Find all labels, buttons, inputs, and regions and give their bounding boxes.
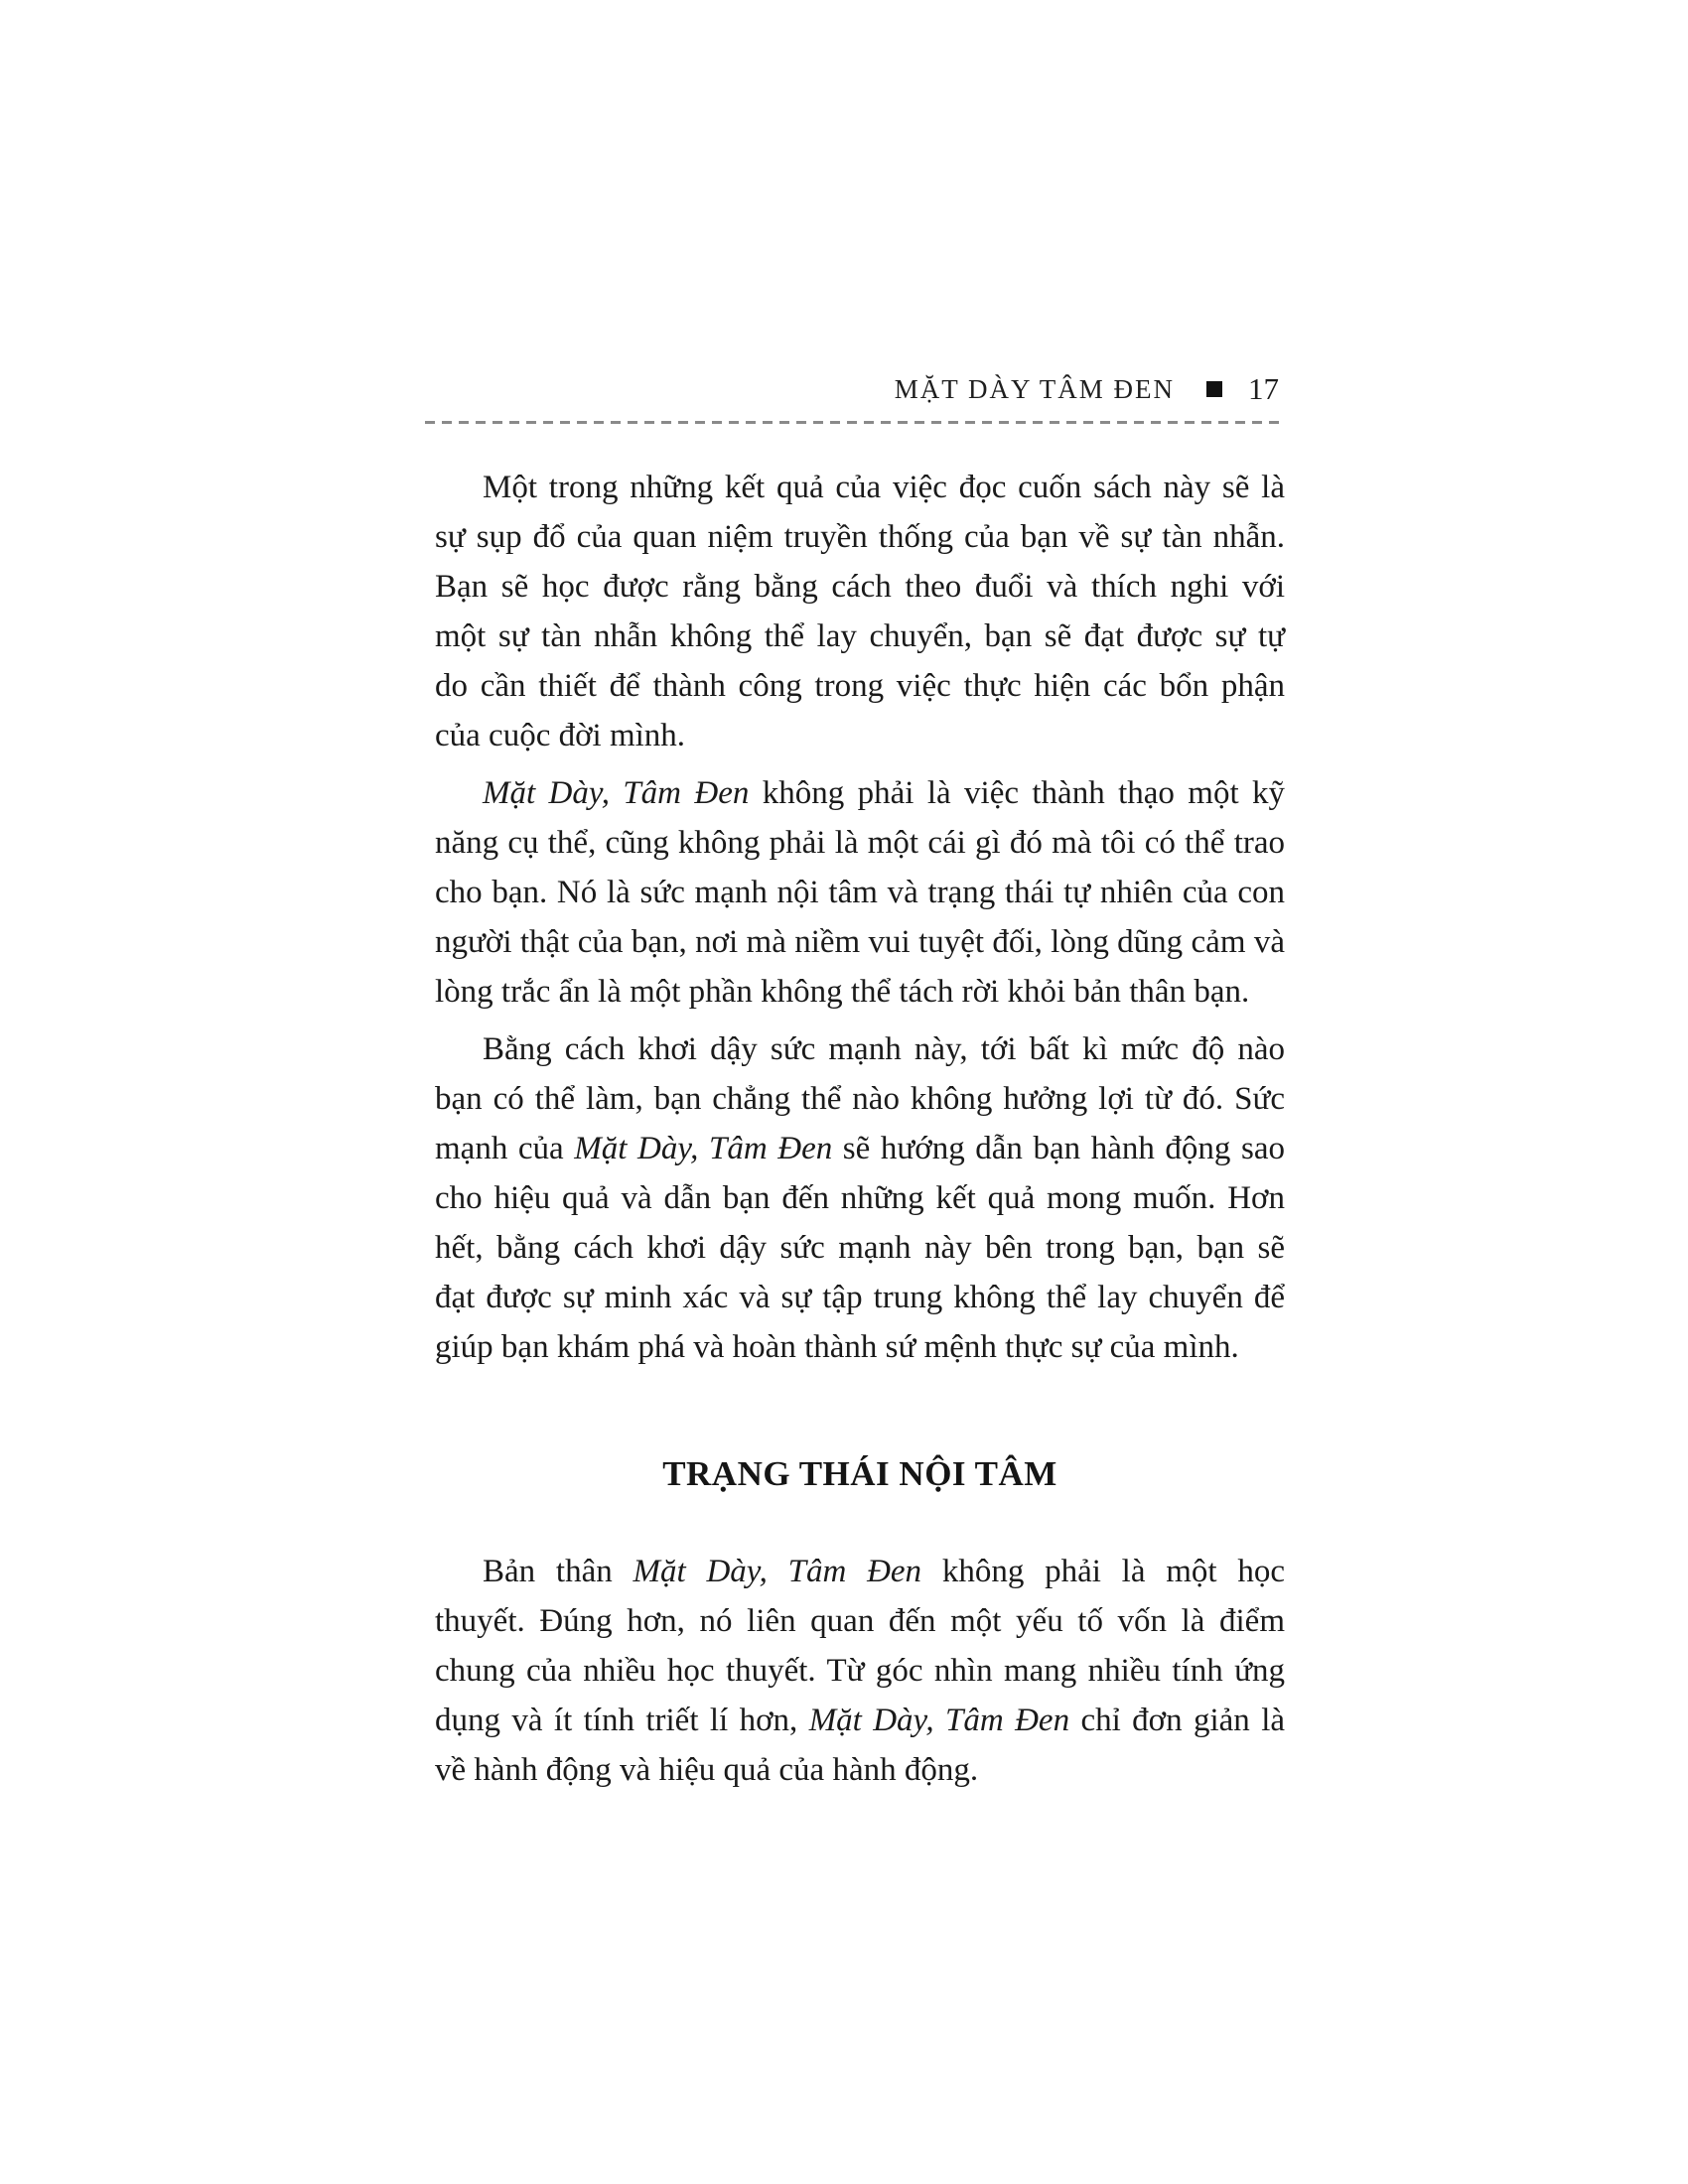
text-line xyxy=(435,1696,1285,1745)
text-line xyxy=(435,1173,1285,1223)
text-run: cho hiệu quả và dẫn bạn đến những kết quả mong muốn. Hơn xyxy=(435,1180,1285,1216)
text-line xyxy=(435,967,1285,1017)
text-run: do cần thiết để thành công trong việc thực hiện các bổn phận xyxy=(435,668,1285,704)
text-run: sẽ hướng dẫn bạn hành động sao xyxy=(832,1131,1285,1166)
text-line xyxy=(435,917,1285,967)
paragraph xyxy=(435,1547,1285,1795)
text-line xyxy=(435,562,1285,612)
text-line xyxy=(435,612,1285,661)
text-line xyxy=(435,1547,1285,1596)
text-run: mạnh của xyxy=(435,1131,575,1166)
text-run: thuyết. Đúng hơn, nó liên quan đến một yếu tố vốn là điểm xyxy=(435,1603,1285,1639)
text-line xyxy=(435,463,1285,512)
text-line xyxy=(435,1646,1285,1696)
text-run: Một trong những kết quả của việc đọc cuốn sách này sẽ là xyxy=(483,470,1285,505)
paragraph xyxy=(435,1024,1285,1372)
text-run: lòng trắc ẩn là một phần không thể tách rời khỏi bản thân bạn. xyxy=(435,974,1250,1010)
text-run: của cuộc đời mình. xyxy=(435,718,686,753)
text-line xyxy=(435,1745,1285,1795)
text-run: không phải là một học xyxy=(921,1554,1285,1589)
text-line xyxy=(435,1024,1285,1074)
page-number: 17 xyxy=(1248,371,1279,406)
text-line xyxy=(435,1322,1285,1372)
text-run: về hành động và hiệu quả của hành động. xyxy=(435,1752,979,1788)
text-run: chung của nhiều học thuyết. Từ góc nhìn mang nhiều tính ứng xyxy=(435,1653,1285,1689)
text-run: đạt được sự minh xác và sự tập trung không thể lay chuyển để xyxy=(435,1280,1285,1315)
square-bullet-icon xyxy=(1206,381,1222,397)
text-run: hết, bằng cách khơi dậy sức mạnh này bên trong bạn, bạn sẽ xyxy=(435,1230,1285,1266)
section-heading: TRẠNG THÁI NỘI TÂM xyxy=(662,1454,1057,1493)
text-run: Bạn sẽ học được rằng bằng cách theo đuổi và thích nghi với xyxy=(435,569,1285,605)
text-run: năng cụ thể, cũng không phải là một cái gì đó mà tôi có thể trao xyxy=(435,825,1285,861)
text-line xyxy=(435,512,1285,562)
text-run: dụng và ít tính triết lí hơn, xyxy=(435,1703,809,1738)
text-run: sự sụp đổ của quan niệm truyền thống của bạn về sự tàn nhẫn. xyxy=(435,519,1285,555)
text-run: người thật của bạn, nơi mà niềm vui tuyệt đối, lòng dũng cảm và xyxy=(435,924,1285,960)
text-run: một sự tàn nhẫn không thể lay chuyển, bạn sẽ đạt được sự tự xyxy=(435,618,1285,654)
paragraph xyxy=(435,768,1285,1017)
text-run: Bản thân xyxy=(483,1554,633,1589)
text-line xyxy=(435,661,1285,711)
text-run: bạn có thể làm, bạn chẳng thể nào không hưởng lợi từ đó. Sức xyxy=(435,1081,1285,1117)
book-title-italic: Mặt Dày, Tâm Đen xyxy=(574,1131,833,1166)
paragraph xyxy=(435,463,1285,760)
text-line xyxy=(435,711,1285,760)
text-line xyxy=(435,868,1285,917)
text-run: không phải là việc thành thạo một kỹ xyxy=(749,775,1285,811)
book-title-italic: Mặt Dày, Tâm Đen xyxy=(483,775,750,811)
intro-paragraphs xyxy=(435,463,1285,1372)
text-line xyxy=(435,1074,1285,1124)
text-run: giúp bạn khám phá và hoàn thành sứ mệnh thực sự của mình. xyxy=(435,1329,1239,1365)
text-line xyxy=(435,768,1285,818)
text-line xyxy=(435,1223,1285,1273)
text-line xyxy=(435,1596,1285,1646)
book-title-italic: Mặt Dày, Tâm Đen xyxy=(808,1703,1070,1738)
text-run: cho bạn. Nó là sức mạnh nội tâm và trạng thái tự nhiên của con xyxy=(435,875,1285,910)
text-run: chỉ đơn giản là xyxy=(1069,1703,1286,1738)
page-body xyxy=(435,463,1285,1803)
book-title-italic: Mặt Dày, Tâm Đen xyxy=(633,1554,922,1589)
page-header xyxy=(427,371,1279,407)
text-line xyxy=(435,818,1285,868)
text-line xyxy=(435,1273,1285,1322)
text-line xyxy=(435,1124,1285,1173)
section-paragraphs xyxy=(435,1547,1285,1795)
text-run: Bằng cách khơi dậy sức mạnh này, tới bất kì mức độ nào xyxy=(483,1031,1285,1067)
running-title: MẶT DÀY TÂM ĐEN xyxy=(894,373,1175,404)
header-divider xyxy=(425,421,1281,424)
